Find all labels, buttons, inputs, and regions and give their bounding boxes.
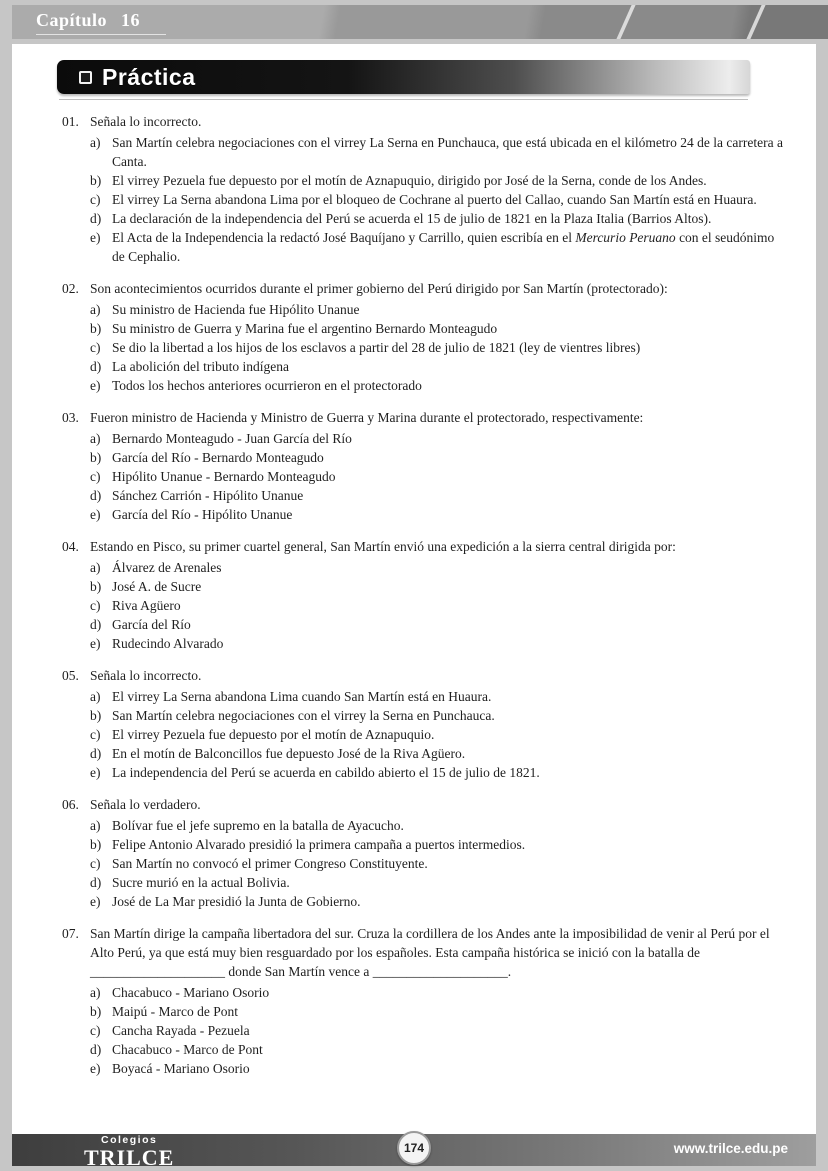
option-letter: b) [90,321,102,336]
option-text: García del Río - Bernardo Monteagudo [112,450,324,465]
option-letter: a) [90,135,101,150]
question-body [90,666,790,782]
answer-option [90,873,790,892]
section-banner [57,60,750,94]
answer-option [90,577,790,596]
option-letter: c) [90,856,101,871]
option-letter: d) [90,746,102,761]
option-text: El virrey La Serna abandona Lima cuando San Martín está en Huaura. [112,689,492,704]
question-block [62,537,790,653]
chapter-header-bar [12,5,828,39]
option-letter: e) [90,894,101,909]
option-text: Bolívar fue el jefe supremo en la batalla de Ayacucho. [112,818,404,833]
option-text: Felipe Antonio Alvarado presidió la primera campaña a puertos intermedios. [112,837,526,852]
question-text: Señala lo verdadero. [90,797,201,812]
answer-option [90,1059,790,1078]
option-text: José de La Mar presidió la Junta de Gobierno. [112,894,361,909]
question-number: 06. [62,797,79,812]
answer-option [90,228,790,266]
answer-option [90,467,790,486]
answer-option [90,429,790,448]
option-letter: c) [90,192,101,207]
option-letter: a) [90,302,101,317]
answer-option [90,596,790,615]
option-text: Chacabuco - Marco de Pont [112,1042,263,1057]
square-bullet-icon [79,71,92,84]
answer-option [90,357,790,376]
option-letter: c) [90,1023,101,1038]
questions-list [62,112,790,1091]
answer-option [90,486,790,505]
question-text: Señala lo incorrecto. [90,668,202,683]
option-letter: e) [90,765,101,780]
option-text: Hipólito Unanue - Bernardo Monteagudo [112,469,336,484]
chapter-number: 16 [121,10,141,30]
question-text: Fueron ministro de Hacienda y Ministro de Guerra y Marina durante el protectorado, respectivamente: [90,410,644,425]
question-number: 02. [62,281,79,296]
footer-bar [12,1134,816,1170]
option-text: Su ministro de Guerra y Marina fue el argentino Bernardo Monteagudo [112,321,498,336]
header-decoration-slit [745,5,768,39]
option-text: Se dio la libertad a los hijos de los esclavos a partir del 28 de julio de 1821 (ley de vientres libres) [112,340,641,355]
answer-option [90,687,790,706]
question-body [90,795,790,911]
option-letter: c) [90,340,101,355]
question-body [90,537,790,653]
option-letter: b) [90,450,102,465]
option-text: Cancha Rayada - Pezuela [112,1023,250,1038]
option-text: San Martín no convocó el primer Congreso Constituyente. [112,856,428,871]
answer-option [90,744,790,763]
option-letter: e) [90,636,101,651]
section-title: Práctica [102,63,196,90]
option-text: García del Río [112,617,191,632]
option-letter: d) [90,488,102,503]
question-number: 05. [62,668,79,683]
option-letter: d) [90,211,102,226]
option-letter: d) [90,617,102,632]
option-letter: b) [90,708,102,723]
answer-option [90,1040,790,1059]
option-letter: d) [90,359,102,374]
brand-top-text: Colegios [101,1134,158,1146]
option-letter: e) [90,507,101,522]
option-letter: a) [90,985,101,1000]
option-letter: c) [90,598,101,613]
option-text: Sucre murió en la actual Bolivia. [112,875,290,890]
answer-option [90,854,790,873]
question-body [90,279,790,395]
option-letter: a) [90,431,101,446]
question-body [90,408,790,524]
answer-option [90,209,790,228]
question-number: 03. [62,410,79,425]
option-text: Maipú - Marco de Pont [112,1004,238,1019]
answer-option [90,835,790,854]
question-block [62,112,790,266]
option-letter: b) [90,173,102,188]
option-letter: a) [90,689,101,704]
answer-option [90,319,790,338]
answer-option [90,816,790,835]
option-text: Rudecindo Alvarado [112,636,224,651]
option-letter: e) [90,378,101,393]
answer-option [90,300,790,319]
trilce-logo [84,1135,174,1169]
question-block [62,924,790,1078]
option-text: Su ministro de Hacienda fue Hipólito Unanue [112,302,360,317]
website-text: www.trilce.edu.pe [673,1141,788,1156]
answer-option [90,1002,790,1021]
answer-option [90,133,790,171]
question-block [62,408,790,524]
option-letter: a) [90,560,101,575]
chapter-label: Capítulo [36,10,108,30]
question-block [62,666,790,782]
option-text: La independencia del Perú se acuerda en cabildo abierto el 15 de julio de 1821. [112,765,540,780]
option-text: Álvarez de Arenales [112,560,222,575]
page-number: 174 [403,1141,425,1155]
option-text: Riva Agüero [112,598,181,613]
option-text: El virrey Pezuela fue depuesto por el motín de Aznapuquio. [112,727,435,742]
option-letter: a) [90,818,101,833]
option-text: Sánchez Carrión - Hipólito Unanue [112,488,304,503]
question-number: 04. [62,539,79,554]
option-letter: b) [90,837,102,852]
option-text: La abolición del tributo indígena [112,359,289,374]
option-text: Todos los hechos anteriores ocurrieron en el protectorado [112,378,422,393]
answer-option [90,558,790,577]
question-body [90,924,790,1078]
option-text: El Acta de la Independencia la redactó José Baquíjano y Carrillo, quien escribía en el Mercurio Peruano con el seudónimo de Cephalio. [112,230,775,264]
option-text: El virrey La Serna abandona Lima por el bloqueo de Cochrane al puerto del Callao, cuando San Martín está en Huaura. [112,192,757,207]
question-block [62,795,790,911]
option-letter: d) [90,875,102,890]
option-text: Bernardo Monteagudo - Juan García del Río [112,431,352,446]
answer-option [90,892,790,911]
answer-option [90,706,790,725]
option-text: La declaración de la independencia del Perú se acuerda el 15 de julio de 1821 en la Plaza Italia (Barrios Altos). [112,211,712,226]
brand-main-text: TRILCE [84,1144,175,1170]
answer-option [90,338,790,357]
option-letter: c) [90,469,101,484]
option-letter: e) [90,1061,101,1076]
option-letter: d) [90,1042,102,1057]
option-letter: e) [90,230,101,245]
question-text: San Martín dirige la campaña libertadora del sur. Cruza la cordillera de los Andes ante la imposibilidad de venir al Perú por el Alto Perú, ya que está muy bien resguardado por los españoles. Esta campaña histórica se inició con la batalla de ____________________ donde San Martín vence a ____________________. [90,926,770,979]
option-text: El virrey Pezuela fue depuesto por el motín de Aznapuquio, dirigido por José de la Serna, conde de los Andes. [112,173,707,188]
option-text: José A. de Sucre [112,579,202,594]
question-text: Estando en Pisco, su primer cuartel general, San Martín envió una expedición a la sierra central dirigida por: [90,539,676,554]
answer-option [90,505,790,524]
answer-option [90,376,790,395]
answer-option [90,725,790,744]
question-body [90,112,790,266]
question-number: 07. [62,926,79,941]
option-letter: b) [90,579,102,594]
answer-option [90,171,790,190]
answer-option [90,763,790,782]
question-block [62,279,790,395]
answer-option [90,448,790,467]
answer-option [90,983,790,1002]
option-text: Chacabuco - Mariano Osorio [112,985,270,1000]
question-text: Son acontecimientos ocurridos durante el primer gobierno del Perú dirigido por San Martín (protectorado): [90,281,668,296]
option-text: García del Río - Hipólito Unanue [112,507,293,522]
header-decoration-slit [615,5,638,39]
option-letter: c) [90,727,101,742]
option-text: San Martín celebra negociaciones con el virrey la Serna en Punchauca. [112,708,495,723]
answer-option [90,190,790,209]
chapter-title [36,10,166,35]
option-text: En el motín de Balconcillos fue depuesto José de la Riva Agüero. [112,746,466,761]
answer-option [90,634,790,653]
question-text: Señala lo incorrecto. [90,114,202,129]
page-number-badge [397,1131,431,1165]
answer-option [90,615,790,634]
option-text: San Martín celebra negociaciones con el virrey La Serna en Punchauca, que está ubicada en el kilómetro 24 de la carretera a Canta. [112,135,783,169]
answer-option [90,1021,790,1040]
option-text: Boyacá - Mariano Osorio [112,1061,250,1076]
option-letter: b) [90,1004,102,1019]
question-number: 01. [62,114,79,129]
